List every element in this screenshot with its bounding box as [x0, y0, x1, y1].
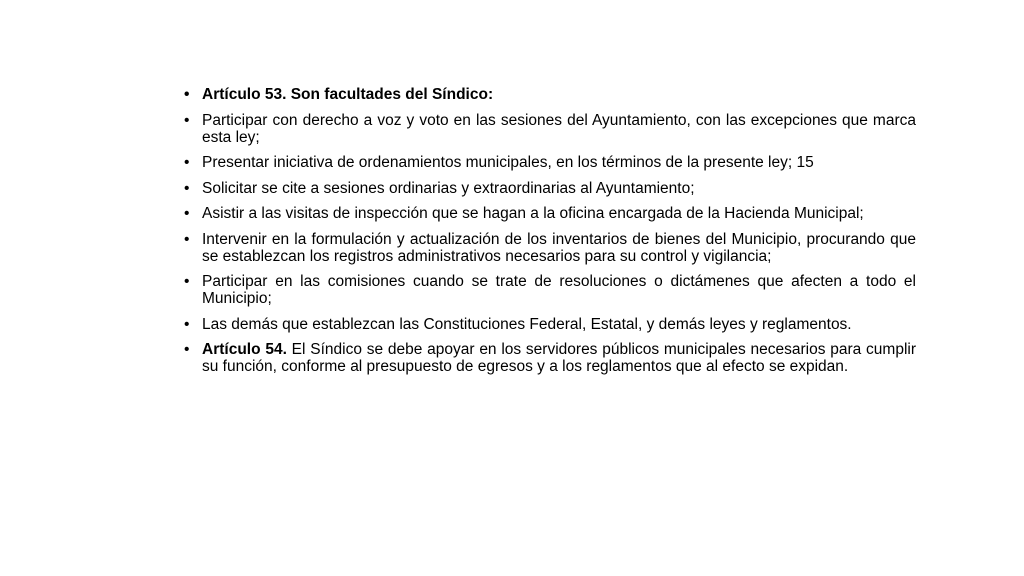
bullet-item-solicitar-sesiones — [184, 180, 916, 197]
bullet-item-participar-comisiones — [184, 273, 916, 307]
bullet-text: Participar en las comisiones cuando se trate de resoluciones o dictámenes que afecten a todo el Municipio; — [202, 273, 916, 307]
bullet-item-las-demas — [184, 316, 916, 333]
bullet-text: Solicitar se cite a sesiones ordinarias y extraordinarias al Ayuntamiento; — [202, 179, 695, 197]
bullet-text: Presentar iniciativa de ordenamientos municipales, en los términos de la presente ley; 15 — [202, 154, 814, 171]
bullet-list — [184, 86, 916, 375]
bullet-lead: Artículo 54. — [202, 341, 287, 358]
bullet-text: Asistir a las visitas de inspección que se hagan a la oficina encargada de la Hacienda Municipal; — [202, 205, 864, 222]
bullet-item-asistir-visitas — [184, 205, 916, 222]
bullet-item-article-54 — [184, 341, 916, 375]
bullet-item-intervenir-inventarios — [184, 231, 916, 265]
bullet-text: Participar con derecho a voz y voto en las sesiones del Ayuntamiento, con las excepciones que marca esta ley; — [202, 111, 916, 146]
bullet-item-presentar-iniciativa — [184, 154, 916, 171]
bullet-text: Artículo 53. Son facultades del Síndico: — [202, 86, 494, 103]
bullet-text: Las demás que establezcan las Constituciones Federal, Estatal, y demás leyes y reglamentos. — [202, 315, 852, 333]
bullet-text: El Síndico se debe apoyar en los servidores públicos municipales necesarios para cumplir su función, conforme al presupuesto de egresos y a los reglamentos que al efecto se expidan. — [202, 341, 916, 375]
bullet-item-participar-sesiones — [184, 112, 916, 146]
bullet-text: Intervenir en la formulación y actualización de los inventarios de bienes del Municipio, procurando que se establezcan los registros administrativos necesarios para su control y vigilancia; — [202, 230, 916, 265]
bullet-item-article-53-heading — [184, 86, 916, 103]
slide-content — [184, 86, 916, 384]
